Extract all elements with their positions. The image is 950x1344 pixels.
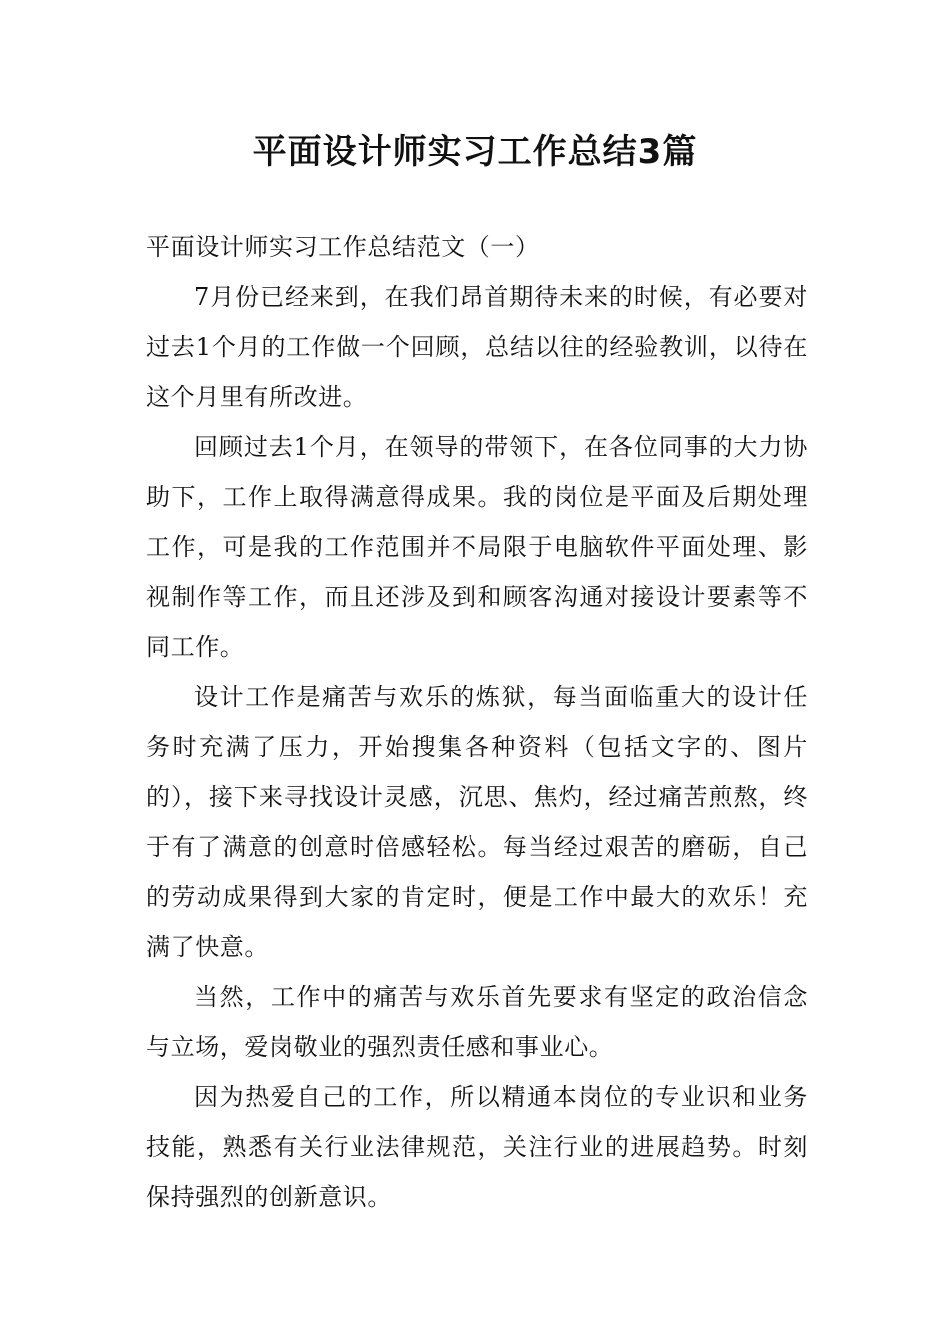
paragraph-5: 因为热爱自己的工作，所以精通本岗位的专业识和业务技能，熟悉有关行业法律规范，关注行业的进展趋势。时刻保持强烈的创新意识。 bbox=[146, 1083, 808, 1211]
document-body bbox=[146, 222, 808, 1222]
paragraph-4: 当然，工作中的痛苦与欢乐首先要求有坚定的政治信念与立场，爱岗敬业的强烈责任感和事业心。 bbox=[146, 983, 808, 1061]
paragraph-3: 设计工作是痛苦与欢乐的炼狱，每当面临重大的设计任务时充满了压力，开始搜集各种资料（包括文字的、图片的），接下来寻找设计灵感，沉思、焦灼，经过痛苦煎熬，终于有了满意的创意时倍感轻松。每当经过艰苦的磨砺，自己的劳动成果得到大家的肯定时，便是工作中最大的欢乐！充满了快意。 bbox=[146, 683, 808, 961]
document-title: 平面设计师实习工作总结3篇 bbox=[252, 132, 698, 172]
paragraph-1: 7月份已经来到，在我们昂首期待未来的时候，有必要对过去1个月的工作做一个回顾，总结以往的经验教训，以待在这个月里有所改进。 bbox=[146, 283, 808, 411]
paragraph-2: 回顾过去1个月，在领导的带领下，在各位同事的大力协助下，工作上取得满意得成果。我的岗位是平面及后期处理工作，可是我的工作范围并不局限于电脑软件平面处理、影视制作等工作，而且还涉及到和顾客沟通对接设计要素等不同工作。 bbox=[146, 433, 808, 661]
section-heading: 平面设计师实习工作总结范文（一） bbox=[146, 233, 540, 261]
